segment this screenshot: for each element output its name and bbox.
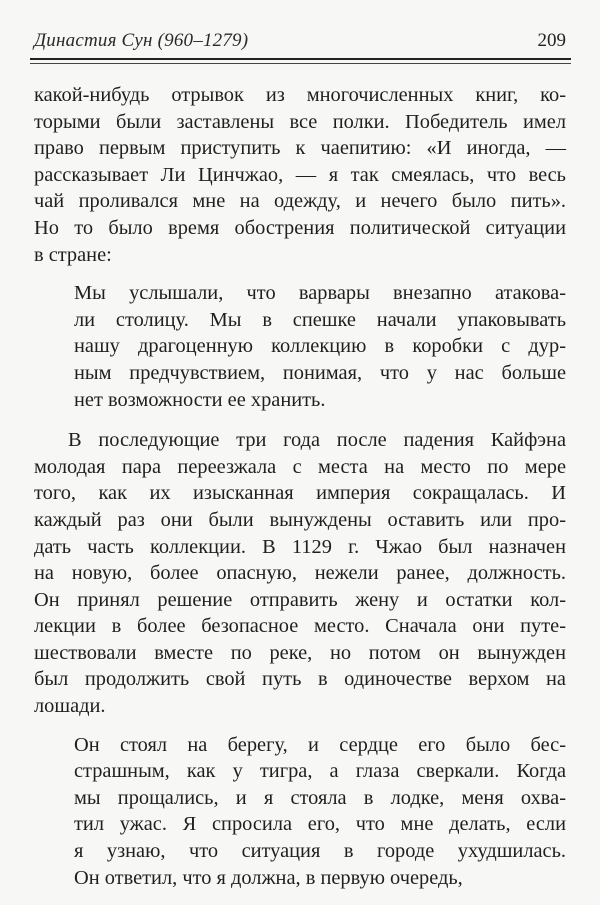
text-line: ным предчувствием, понимая, что у нас больше: [74, 361, 566, 384]
text-line: каждый раз они были вынуждены оставить или про-: [34, 508, 566, 531]
text-line: Он ответил, что я должна, в первую очередь,: [74, 866, 463, 889]
text-line: тил ужас. Я спросила его, что мне делать, если: [74, 813, 566, 836]
text-line: я узнаю, что ситуация в городе ухудшилась.: [74, 840, 566, 863]
text-line: Мы услышали, что варвары внезапно атакова-: [74, 282, 566, 305]
page-number: 209: [537, 30, 566, 51]
text-line: торыми были заставлены все полки. Победитель имел: [34, 110, 566, 133]
text-line: нет возможности ее хранить.: [74, 388, 326, 411]
text-line: В последующие три года после падения Кайфэна: [68, 429, 566, 452]
text-line: того, как их изысканная империя сокращалась. И: [34, 482, 566, 505]
text-line: лошади.: [34, 695, 106, 718]
text-line: мы прощались, и я стояла в лодке, меня охва-: [74, 786, 566, 809]
text-line: шествовали вместе по реке, но потом он вынужден: [34, 641, 566, 664]
body-text: [34, 82, 566, 905]
text-line: лекции в более безопасное место. Сначала они путе-: [34, 615, 566, 638]
text-line: дать часть коллекции. В 1129 г. Чжао был назначен: [34, 535, 566, 558]
block-quote: [74, 732, 566, 892]
text-line: молодая пара переезжала с места на место по мере: [34, 455, 566, 478]
header-rule-thin: [30, 63, 571, 64]
text-line: Он принял решение отправить жену и остатки кол-: [34, 588, 566, 611]
text-line: был продолжить свой путь в одиночестве верхом на: [34, 668, 566, 691]
text-line: страшным, как у тигра, а глаза сверкали. Когда: [74, 760, 566, 783]
running-head: [30, 30, 570, 54]
text-line: право первым приступить к чаепитию: «И иногда, —: [34, 137, 566, 160]
text-line: какой-нибудь отрывок из многочисленных книг, ко-: [34, 84, 566, 106]
text-line: в стране:: [34, 243, 112, 266]
text-line: рассказывает Ли Цинчжао, — я так смеялась, что весь: [34, 163, 566, 186]
header-rule: [30, 58, 571, 60]
paragraph: [34, 82, 566, 268]
text-line: ли столицу. Мы в спешке начали упаковывать: [74, 308, 566, 331]
text-line: Но то было время обострения политической ситуации: [34, 216, 566, 239]
paragraph: [34, 427, 566, 720]
running-title: Династия Сун (960–1279): [34, 30, 249, 51]
text-line: Он стоял на берегу, и сердце его было бес-: [74, 733, 566, 756]
text-line: нашу драгоценную коллекцию в коробки с дур-: [74, 335, 566, 358]
text-line: чай проливался мне на одежду, и нечего было пить».: [34, 190, 566, 213]
text-line: на новую, более опасную, нежели ранее, должность.: [34, 562, 566, 585]
block-quote: [74, 280, 566, 413]
